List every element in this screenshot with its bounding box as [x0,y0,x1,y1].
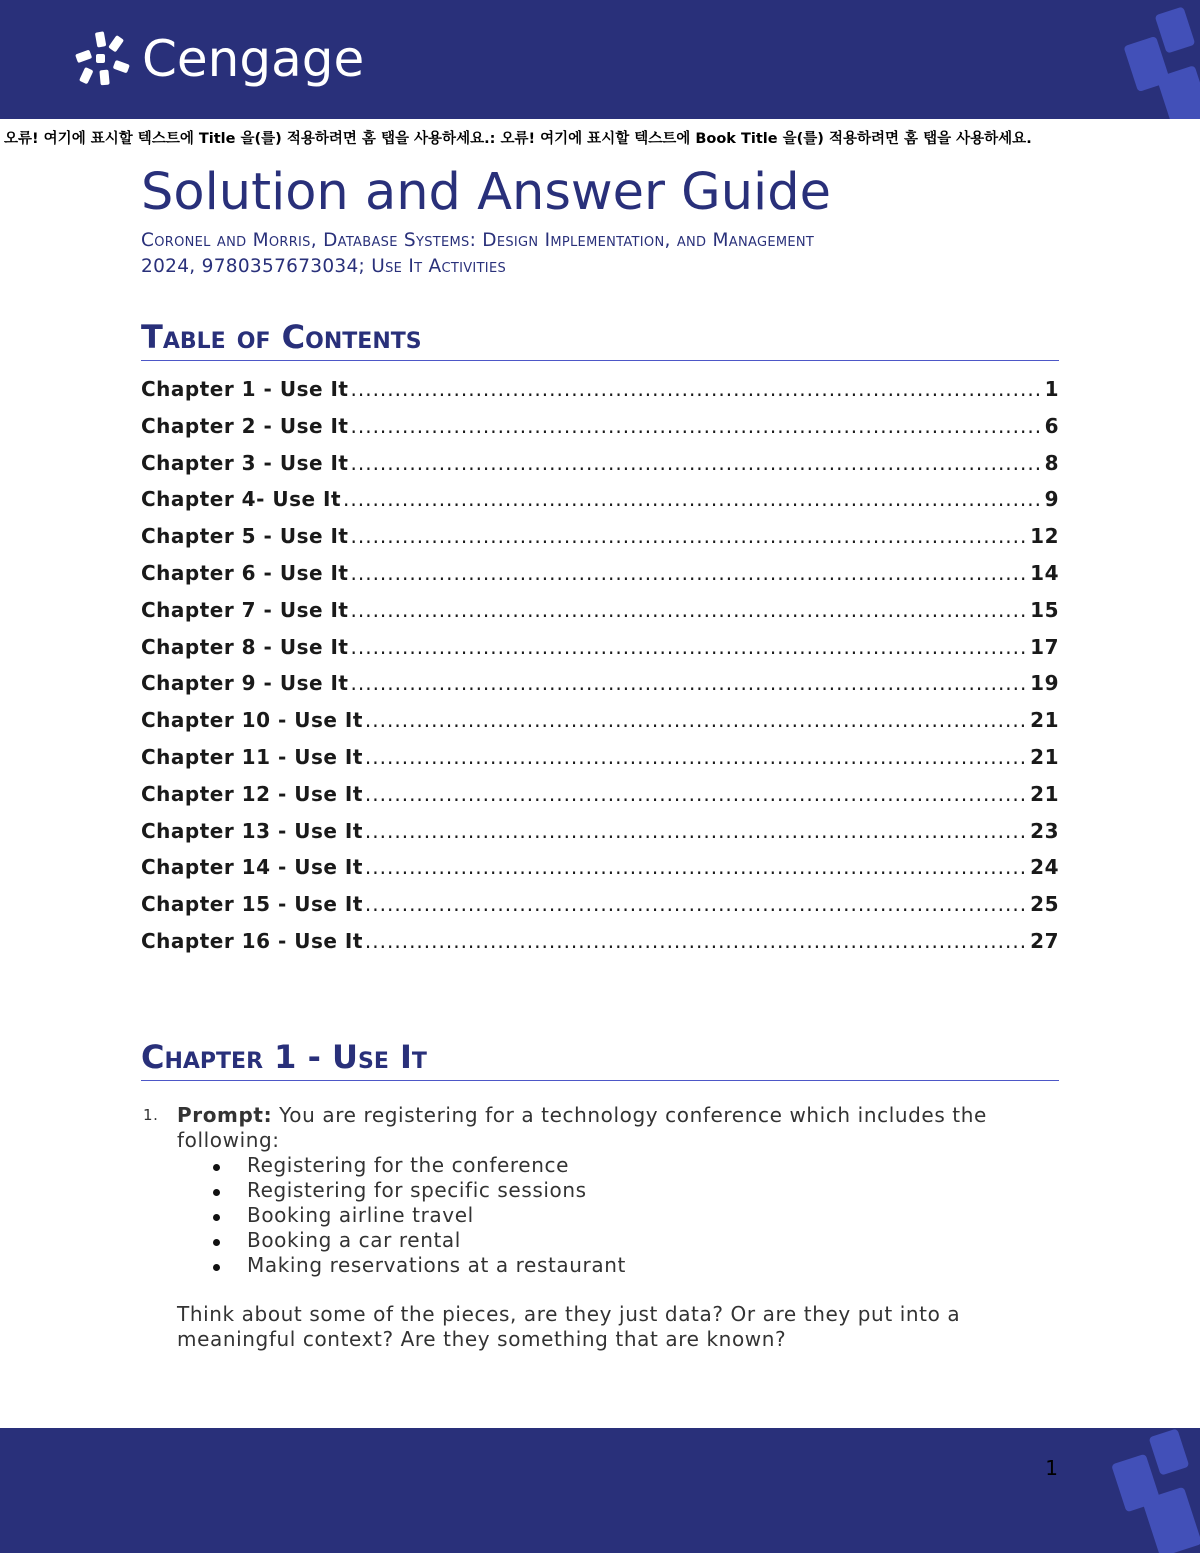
toc-leader-dots [351,598,1029,622]
bullet-list [177,1153,1059,1278]
list-item-text: Making reservations at a restaurant [247,1252,626,1277]
toc-leader-dots [365,929,1028,953]
toc-entry-label: Chapter 14 - Use It [141,855,363,880]
bullet-icon [213,1264,220,1271]
toc-entry-page: 24 [1030,855,1059,880]
decorative-shapes-icon [1110,1428,1200,1553]
cengage-logo-mark-icon [72,28,134,90]
list-item-text: Booking a car rental [247,1227,461,1252]
toc-leader-dots [351,377,1043,401]
toc-entry[interactable] [141,671,1059,708]
toc-entry-page: 9 [1044,487,1059,512]
toc-entry[interactable] [141,377,1059,414]
toc-leader-dots [365,782,1028,806]
toc-entry-label: Chapter 9 - Use It [141,671,349,696]
toc-entry[interactable] [141,708,1059,745]
question-paragraph: Think about some of the pieces, are they just data? Or are they put into a meaningful context? Are they something that are known? [177,1301,961,1351]
prompt-text: You are registering for a technology conference which includes the following: [177,1102,987,1152]
toc-entry-page: 21 [1030,708,1059,733]
toc-leader-dots [351,635,1029,659]
list-item [211,1178,1059,1203]
toc-leader-dots [351,671,1029,695]
toc-leader-dots [351,414,1043,438]
toc-leader-dots [365,855,1028,879]
toc-entry-label: Chapter 8 - Use It [141,634,349,659]
question-number: 1. [143,1105,159,1124]
toc-entry-label: Chapter 3 - Use It [141,450,349,475]
list-item-text: Registering for the conference [247,1152,569,1177]
question-item [143,1102,1059,1352]
bullet-icon [213,1189,220,1196]
toc-heading: Table of Contents [141,318,1059,361]
list-item [211,1253,1059,1278]
toc-entry-label: Chapter 11 - Use It [141,744,363,769]
toc-entry[interactable] [141,487,1059,524]
question-list [141,1103,1059,1352]
toc-entry[interactable] [141,451,1059,488]
list-item-text: Booking airline travel [247,1202,474,1227]
toc-entry-page: 17 [1030,634,1059,659]
toc-entry-label: Chapter 4- Use It [141,487,342,512]
toc-entry[interactable] [141,929,1059,966]
document-title: Solution and Answer Guide [141,163,831,222]
toc-leader-dots [351,561,1029,585]
toc-entry-label: Chapter 15 - Use It [141,892,363,917]
bullet-icon [213,1239,220,1246]
table-of-contents [141,377,1059,966]
toc-entry-label: Chapter 16 - Use It [141,928,363,953]
toc-leader-dots [365,708,1028,732]
toc-entry-label: Chapter 5 - Use It [141,524,349,549]
toc-entry[interactable] [141,561,1059,598]
field-error-message: 오류! 여기에 표시할 텍스트에 Title 을(를) 적용하려면 홈 탭을 사용하세요.: 오류! 여기에 표시할 텍스트에 Book Title 을(를) 적용하려면 홈 탭을 사용하세요. [4,131,1032,147]
toc-entry-page: 15 [1030,597,1059,622]
toc-entry-label: Chapter 6 - Use It [141,560,349,585]
decorative-shapes-icon [1120,0,1200,119]
list-item-text: Registering for specific sessions [247,1177,587,1202]
bullet-icon [213,1214,220,1221]
toc-entry[interactable] [141,782,1059,819]
toc-entry-label: Chapter 7 - Use It [141,597,349,622]
toc-entry-label: Chapter 1 - Use It [141,377,349,401]
subtitle-line-2: 2024, 9780357673034; Use It Activities [141,256,507,277]
toc-entry-page: 8 [1044,450,1059,475]
toc-entry-page: 27 [1030,928,1059,953]
toc-leader-dots [365,819,1028,843]
prompt-label: Prompt: [177,1102,273,1127]
toc-entry-page: 19 [1030,671,1059,696]
list-item [211,1203,1059,1228]
toc-entry-label: Chapter 12 - Use It [141,781,363,806]
toc-leader-dots [343,487,1043,511]
cengage-logo [72,28,364,90]
toc-entry-page: 12 [1030,524,1059,549]
toc-entry[interactable] [141,855,1059,892]
toc-entry-page: 6 [1044,413,1059,438]
toc-entry[interactable] [141,598,1059,635]
toc-leader-dots [365,892,1028,916]
toc-entry-label: Chapter 2 - Use It [141,413,349,438]
document-subtitle [141,228,1059,280]
toc-entry[interactable] [141,524,1059,561]
subtitle-line-1: Coronel and Morris, Database Systems: Design Implementation, and Management [141,230,815,251]
list-item [211,1153,1059,1178]
toc-entry-label: Chapter 13 - Use It [141,818,363,843]
chapter-1-heading: Chapter 1 - Use It [141,1038,1059,1081]
toc-entry-page: 21 [1030,744,1059,769]
brand-name: Cengage [142,30,365,88]
toc-entry[interactable] [141,635,1059,672]
toc-entry-page: 25 [1030,892,1059,917]
toc-entry-label: Chapter 10 - Use It [141,708,363,733]
page-header-band [0,0,1200,119]
toc-entry-page: 21 [1030,781,1059,806]
toc-entry-page: 23 [1030,818,1059,843]
document-body [141,160,1059,1352]
toc-leader-dots [351,524,1029,548]
toc-leader-dots [365,745,1028,769]
toc-entry[interactable] [141,819,1059,856]
toc-entry-page: 14 [1030,560,1059,585]
list-item [211,1228,1059,1253]
page-number: 1 [1045,1456,1058,1480]
toc-leader-dots [351,451,1043,475]
toc-entry-page: 1 [1044,377,1059,401]
toc-entry[interactable] [141,745,1059,782]
bullet-icon [213,1164,220,1171]
page-footer-band [0,1428,1200,1553]
toc-entry[interactable] [141,414,1059,451]
toc-entry[interactable] [141,892,1059,929]
